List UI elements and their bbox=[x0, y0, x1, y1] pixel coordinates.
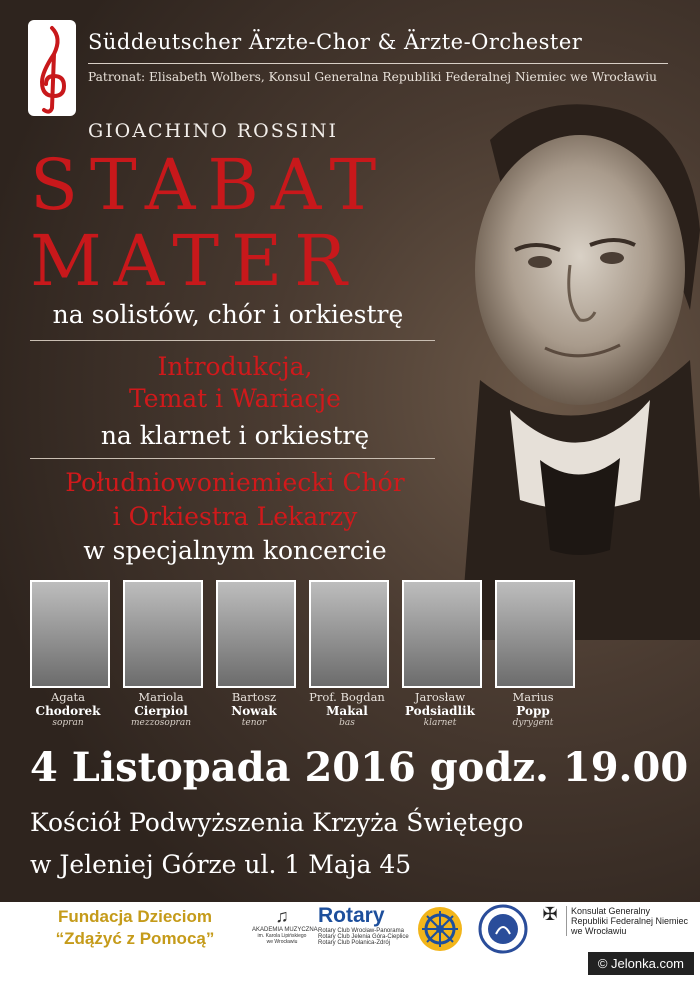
akademia-line1: AKADEMIA MUZYCZNA bbox=[252, 927, 318, 933]
soloist-photo bbox=[309, 580, 389, 688]
soloist-first-name: Marius bbox=[512, 690, 554, 704]
consulate-line3: we Wrocławiu bbox=[571, 926, 627, 936]
rotary-wheel-icon bbox=[416, 905, 464, 953]
soloist-first-name: Prof. Bogdan bbox=[309, 690, 385, 704]
soloist-role: tenor bbox=[241, 718, 267, 728]
treble-clef-icon bbox=[28, 20, 76, 116]
work-title-line2: MATER bbox=[30, 220, 359, 302]
rotary-club-2: Rotary Club Jelenia Góra-Cieplice bbox=[318, 934, 409, 940]
divider-2 bbox=[30, 458, 435, 459]
rotary-title: Rotary bbox=[318, 904, 385, 927]
soloist-role: mezzosopran bbox=[130, 718, 192, 728]
soloist-role: dyrygent bbox=[512, 718, 554, 728]
soloist-photo bbox=[216, 580, 296, 688]
ensemble-line2: i Orkiestra Lekarzy bbox=[112, 502, 358, 531]
soloist-role: sopran bbox=[52, 718, 84, 728]
soloist-photo bbox=[30, 580, 110, 688]
rotary-club-1: Rotary Club Wrocław-Panorama bbox=[318, 928, 404, 934]
akademia-line2: im. Karola Lipińskiego bbox=[257, 933, 307, 939]
soloist-caption bbox=[20, 690, 116, 728]
soloist-role: klarnet bbox=[423, 718, 457, 728]
soloist-caption bbox=[485, 690, 581, 728]
second-work-line1: Introdukcja, bbox=[157, 352, 313, 381]
composer-name: GIOACHINO ROSSINI bbox=[88, 120, 339, 142]
soloist-photo bbox=[402, 580, 482, 688]
soloist-photo bbox=[495, 580, 575, 688]
akademia-logo bbox=[252, 906, 318, 945]
foundation-line2: “Zdążyć z Pomocą” bbox=[55, 929, 215, 948]
rotary-club-3: Rotary Club Polanica-Zdrój bbox=[318, 940, 391, 946]
soloist-photo bbox=[123, 580, 203, 688]
choir-orchestra-title: Süddeutscher Ärzte-Chor & Ärzte-Orchester bbox=[88, 30, 583, 54]
eagle-emblem-icon: ✠ bbox=[542, 904, 558, 924]
rotary-block bbox=[318, 904, 418, 946]
soloist-first-name: Mariola bbox=[138, 690, 184, 704]
second-work-line2: Temat i Wariacje bbox=[129, 384, 341, 413]
soloist-last-name: Chodorek bbox=[35, 704, 101, 718]
soloist-last-name: Nowak bbox=[231, 704, 277, 718]
patronage-line: Patronat: Elisabeth Wolbers, Konsul Generalna Republiki Federalnej Niemiec we Wrocławiu bbox=[88, 70, 657, 84]
foundation-name bbox=[20, 906, 250, 950]
ensemble-line1: Południowoniemiecki Chór bbox=[65, 468, 405, 497]
soloist-first-name: Bartosz bbox=[231, 690, 277, 704]
venue-line2: w Jeleniej Górze ul. 1 Maja 45 bbox=[30, 850, 412, 879]
soloist-caption bbox=[113, 690, 209, 728]
soloist-first-name: Jarosław bbox=[414, 690, 466, 704]
soloist-last-name: Makal bbox=[326, 704, 368, 718]
soloist-first-name: Agata bbox=[50, 690, 85, 704]
treble-clef-logo bbox=[28, 20, 76, 116]
work-subtitle: na solistów, chór i orkiestrę bbox=[52, 300, 404, 329]
second-work-line3: na klarnet i orkiestrę bbox=[100, 421, 370, 450]
soloist-caption bbox=[299, 690, 395, 728]
foundation-seal-icon bbox=[478, 904, 528, 954]
soloist-caption bbox=[206, 690, 302, 728]
divider-1 bbox=[30, 340, 435, 341]
akademia-line3: we Wrocławiu bbox=[266, 939, 298, 945]
soloist-last-name: Podsiadlik bbox=[404, 704, 475, 718]
source-credit: © Jelonka.com bbox=[588, 952, 694, 975]
soloist-last-name: Popp bbox=[516, 704, 550, 718]
german-consulate bbox=[566, 906, 700, 936]
consulate-line2: Republiki Federalnej Niemiec bbox=[571, 916, 689, 926]
event-date: 4 Listopada 2016 godz. 19.00 bbox=[30, 744, 689, 791]
foundation-line1: Fundacja Dzieciom bbox=[58, 907, 212, 926]
header-divider bbox=[88, 63, 668, 64]
work-title-line1: STABAT bbox=[30, 144, 389, 226]
soloist-caption bbox=[392, 690, 488, 728]
lyre-icon: ♫ bbox=[275, 906, 289, 926]
soloist-role: bas bbox=[339, 718, 355, 728]
consulate-line1: Konsulat Generalny bbox=[571, 906, 651, 916]
soloist-last-name: Cierpiol bbox=[134, 704, 188, 718]
venue-line1: Kościół Podwyższenia Krzyża Świętego bbox=[30, 808, 524, 837]
ensemble-line3: w specjalnym koncercie bbox=[83, 536, 387, 565]
rossini-portrait bbox=[420, 80, 700, 640]
